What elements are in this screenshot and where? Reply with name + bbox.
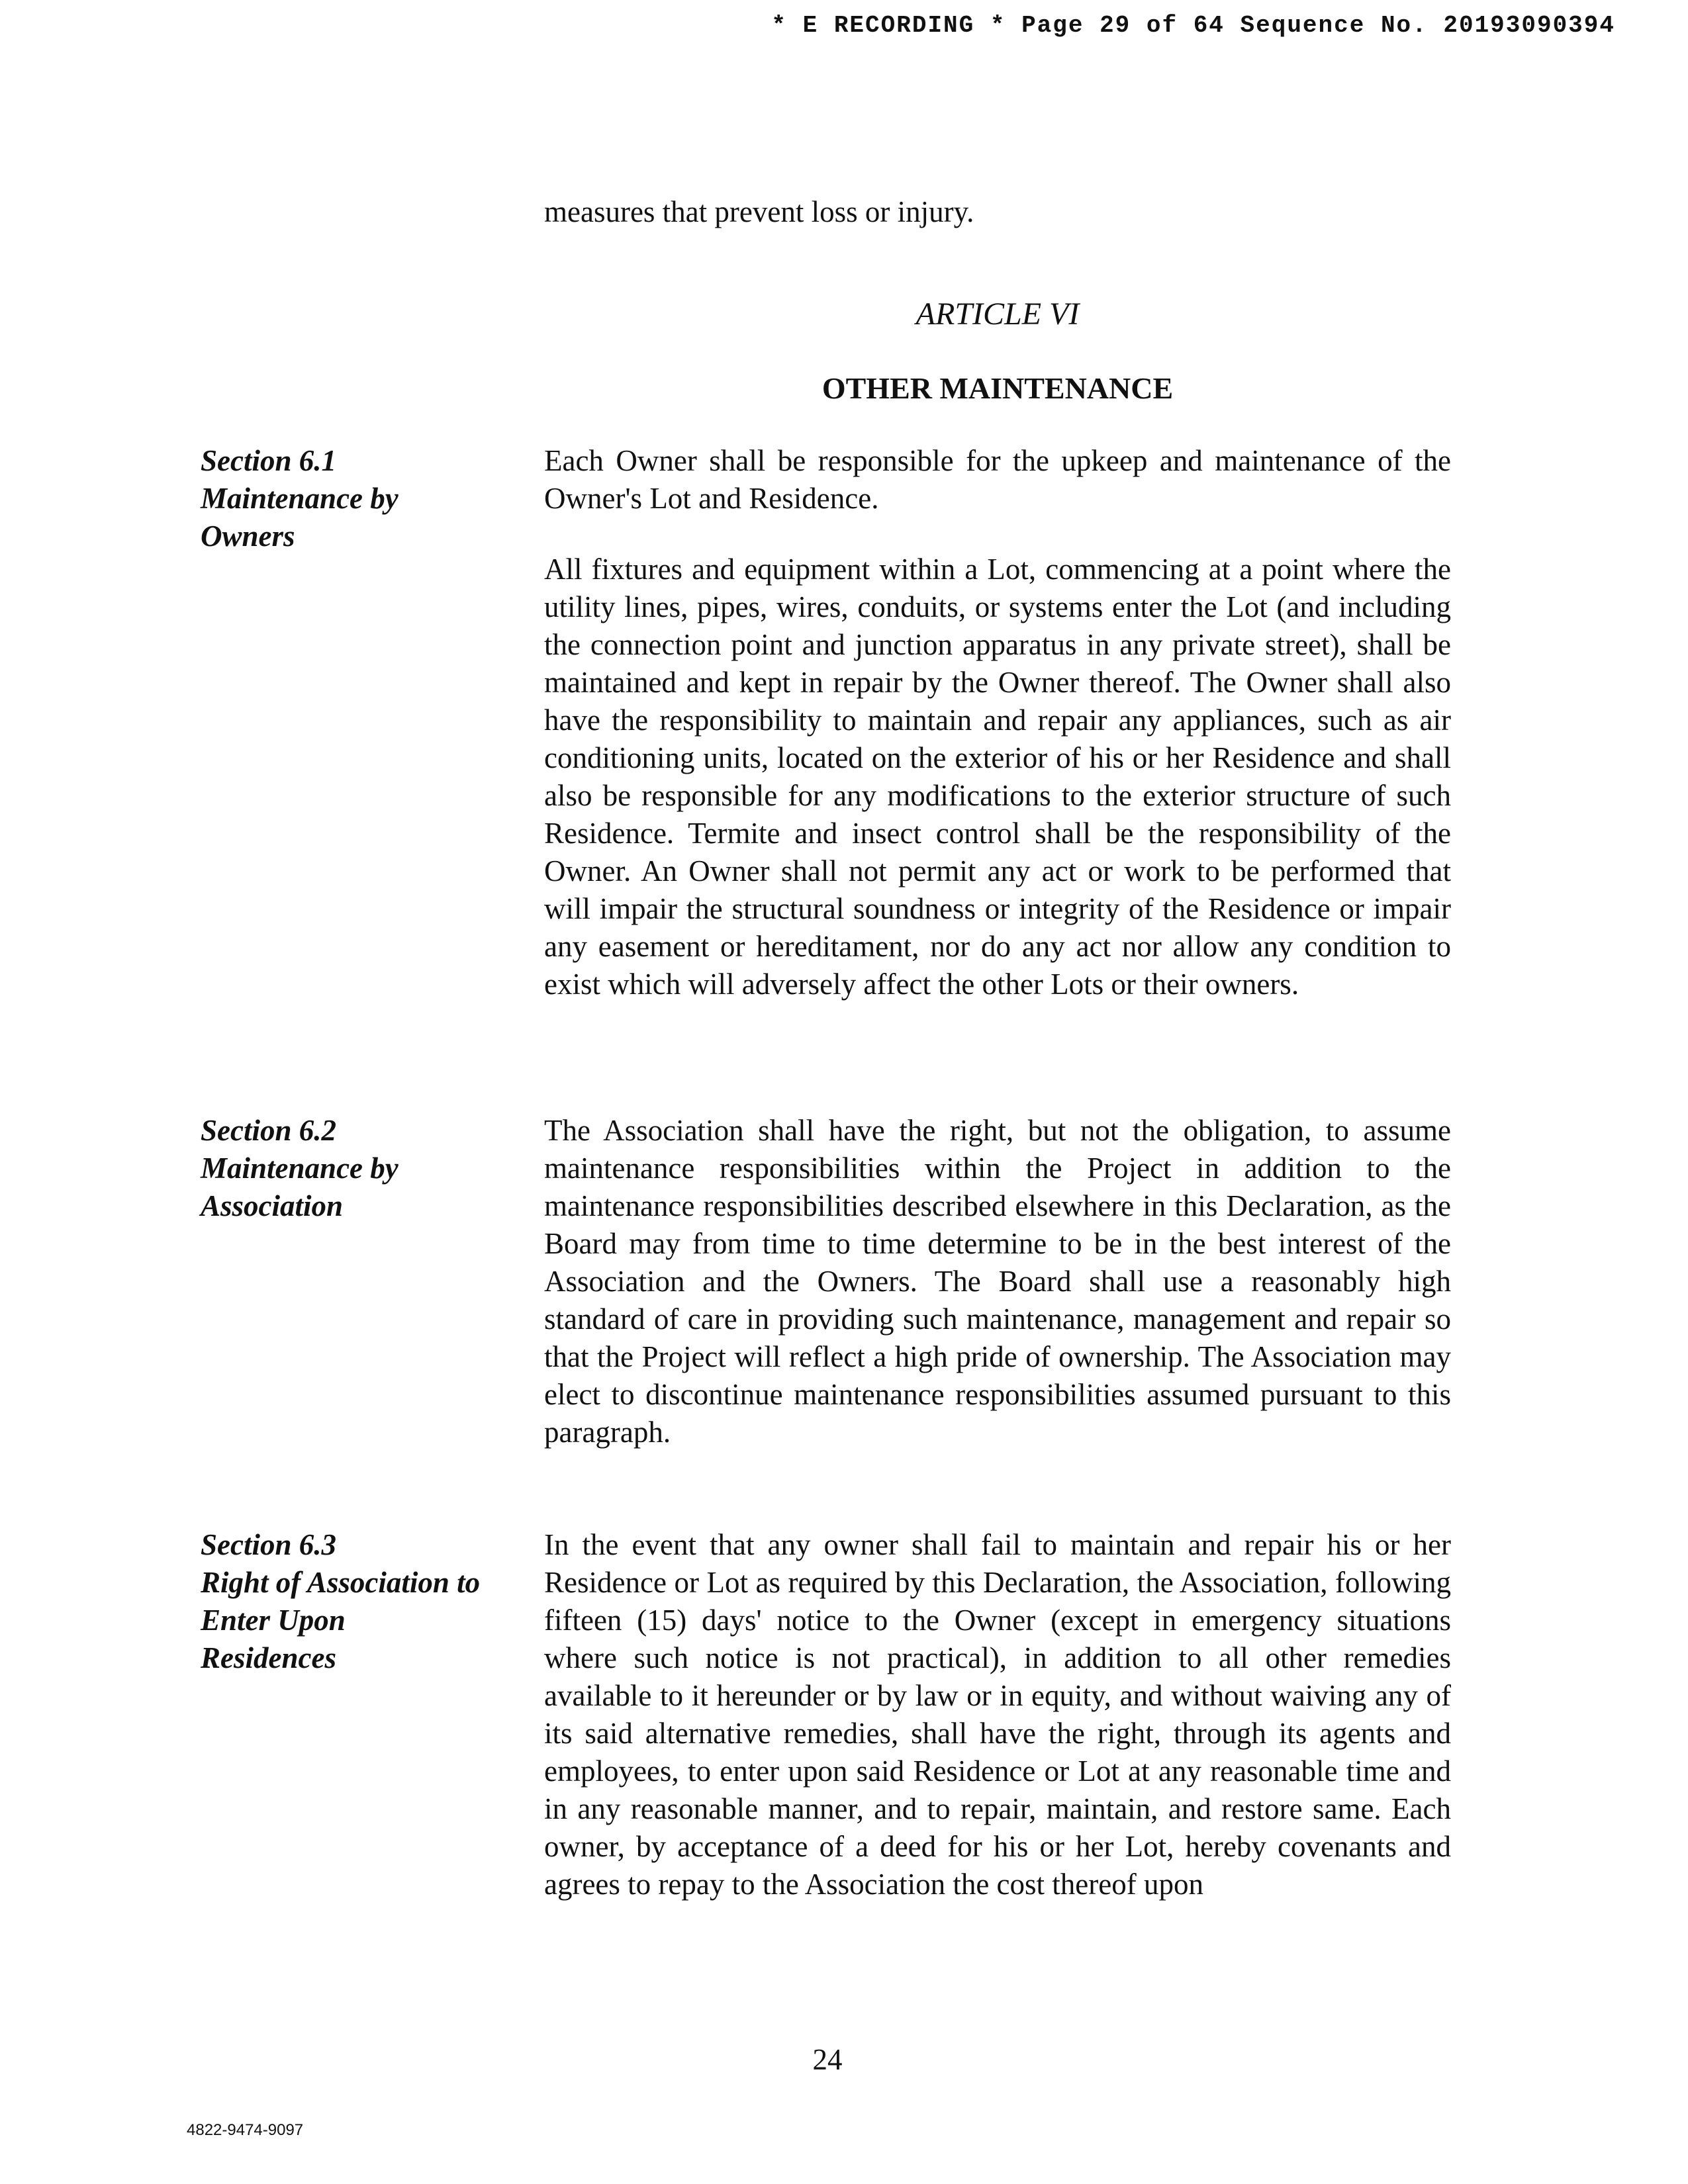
- section-6-3-body: [544, 1526, 1451, 1936]
- section-label-line: Owners: [201, 520, 295, 553]
- section-6-3-label: [201, 1526, 532, 1677]
- article-heading: OTHER MAINTENANCE: [821, 371, 1174, 405]
- page-number: 24: [812, 2043, 843, 2076]
- section-paragraph: In the event that any owner shall fail to maintain and repair his or her Residence or Lot as required by this Declaration, the Association, following fifteen (15) days' notice to the Owner (except in emergency situations where such notice is not practical), in addition to all other remedies available to it hereunder or by law or in equity, and without waiving any of its said alternative remedies, shall have the right, through its agents and employees, to enter upon said Residence or Lot at any reasonable time and in any reasonable manner, and to repair, maintain, and restore same. Each owner, by acceptance of a deed for his or her Lot, hereby covenants and agrees to repay to the Association the cost thereof upon: [544, 1528, 1451, 1901]
- section-label-line: Maintenance by: [201, 482, 399, 515]
- section-6-2-body: [544, 1112, 1451, 1484]
- document-id: 4822-9474-9097: [187, 2121, 304, 2139]
- section-label-line: Right of Association to: [201, 1566, 481, 1599]
- section-label-line: Residences: [201, 1641, 336, 1674]
- section-paragraph: Each Owner shall be responsible for the upkeep and maintenance of the Owner's Lot and Residence.: [544, 444, 1451, 515]
- article-title: ARTICLE VI: [915, 296, 1080, 332]
- section-6-2-label: [201, 1112, 532, 1225]
- section-label-line: Enter Upon: [201, 1604, 346, 1637]
- recording-header: * E RECORDING * Page 29 of 64 Sequence No. 20193090394: [771, 12, 1615, 39]
- section-paragraph: All fixtures and equipment within a Lot, commencing at a point where the utility lines, pipes, wires, conduits, or systems enter the Lot (and including the connection point and junction apparatus in any private street), shall be maintained and kept in repair by the Owner thereof. The Owner shall also have the responsibility to maintain and repair any appliances, such as air conditioning units, located on the exterior of his or her Residence and shall also be responsible for any modifications to the exterior structure of such Residence. Termite and insect control shall be the responsibility of the Owner. An Owner shall not permit any act or work to be performed that will impair the structural soundness or integrity of the Residence or impair any easement or hereditament, nor do any act nor allow any condition to exist which will adversely affect the other Lots or their owners.: [544, 553, 1451, 1001]
- intro-text: measures that prevent loss or injury.: [544, 195, 974, 228]
- section-label-line: Section 6.2: [201, 1114, 337, 1147]
- section-label-line: Section 6.1: [201, 444, 337, 477]
- section-6-1-label: [201, 442, 532, 555]
- section-label-line: Maintenance by: [201, 1152, 399, 1185]
- section-label-line: Section 6.3: [201, 1528, 337, 1561]
- section-paragraph: The Association shall have the right, but not the obligation, to assume maintenance responsibilities within the Project in addition to the maintenance responsibilities described elsewhere in this Declaration, as the Board may from time to time determine to be in the best interest of the Association and the Owners. The Board shall use a reasonably high standard of care in providing such maintenance, management and repair so that the Project will reflect a high pride of ownership. The Association may elect to discontinue maintenance responsibilities assumed pursuant to this paragraph.: [544, 1114, 1451, 1449]
- section-6-1-body: [544, 442, 1451, 1036]
- section-label-line: Association: [201, 1189, 344, 1222]
